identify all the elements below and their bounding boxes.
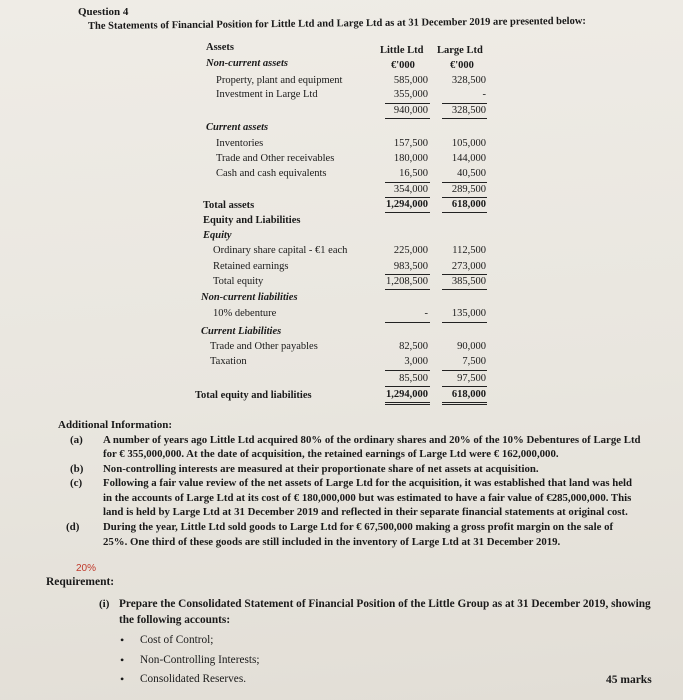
question-heading: Question 4	[78, 6, 129, 18]
receivables-large: 144,000	[451, 153, 486, 164]
rule	[385, 103, 430, 104]
inventories-large: 105,000	[451, 138, 486, 149]
rule	[385, 404, 430, 405]
item-c-mark: (c)	[70, 477, 83, 489]
rule	[442, 118, 487, 119]
cl-title: Current Liabilities	[201, 326, 282, 337]
cash-little: 16,500	[399, 168, 428, 179]
ca-title: Current assets	[206, 122, 269, 133]
rule	[385, 289, 430, 290]
ca-total-little: 354,000	[393, 184, 428, 195]
item-b-line-1: Non-controlling interests are measured at their proportionate share of net assets at acquisition.	[103, 463, 539, 475]
ca-total-large: 289,500	[451, 184, 486, 195]
rule	[385, 386, 430, 387]
retained-label: Retained earnings	[213, 261, 289, 272]
payables-label: Trade and Other payables	[210, 341, 318, 352]
item-c-line-3: land is held by Large Ltd at 31 December 2019 and reflected in their separate financial statements at original cost.	[103, 506, 628, 518]
rule	[385, 212, 430, 213]
retained-large: 273,000	[451, 261, 486, 272]
ppe-little: 585,000	[393, 75, 428, 86]
eq-liab-title: Equity and Liabilities	[203, 215, 301, 226]
ppe-label: Property, plant and equipment	[216, 75, 343, 86]
total-equity-little: 1,208,500	[386, 276, 428, 287]
bullet-icon: •	[120, 633, 125, 647]
rule	[385, 118, 430, 119]
taxation-little: 3,000	[404, 356, 428, 367]
total-assets-large: 618,000	[451, 199, 486, 210]
equity-title: Equity	[203, 230, 232, 241]
item-a-line-1: A number of years ago Little Ltd acquired 80% of the ordinary shares and 20% of the 10% Debentures of Large Ltd	[103, 434, 641, 446]
rule	[442, 212, 487, 213]
total-equity-large: 385,500	[451, 276, 486, 287]
retained-little: 983,500	[393, 261, 428, 272]
total-assets-little: 1,294,000	[386, 199, 428, 210]
nca-total-little: 940,000	[393, 105, 428, 116]
cash-label: Cash and cash equivalents	[216, 168, 327, 179]
investment-large: -	[482, 89, 486, 100]
cl-total-large: 97,500	[457, 373, 486, 384]
rule	[385, 322, 430, 323]
requirement-title: Requirement:	[46, 576, 115, 588]
payables-little: 82,500	[399, 341, 428, 352]
marks-label: 45 marks	[606, 674, 652, 686]
debenture-little: -	[424, 308, 428, 319]
total-equity-label: Total equity	[213, 276, 264, 287]
rule	[442, 370, 487, 371]
bullet-cost-of-control: Cost of Control;	[140, 634, 214, 646]
rule	[442, 386, 487, 387]
rule	[442, 289, 487, 290]
inventories-little: 157,500	[393, 138, 428, 149]
bullet-icon: •	[120, 672, 125, 686]
little-ltd-heading: Little Ltd	[380, 45, 424, 56]
nca-title: Non-current assets	[206, 58, 288, 69]
total-eq-liab-large: 618,000	[451, 389, 486, 400]
requirement-line-2: the following accounts:	[119, 614, 231, 626]
bullet-nci: Non-Controlling Interests;	[140, 654, 260, 666]
taxation-label: Taxation	[210, 356, 247, 367]
item-d-line-1: During the year, Little Ltd sold goods to Large Ltd for € 67,500,000 making a gross profit margin on the sale of	[103, 521, 614, 533]
handwritten-note: 20%	[76, 563, 97, 574]
rule	[385, 370, 430, 371]
rule	[442, 404, 487, 405]
large-ltd-heading: Large Ltd	[437, 45, 483, 56]
rule	[442, 274, 487, 275]
rule	[442, 322, 487, 323]
total-eq-liab-little: 1,294,000	[386, 389, 428, 400]
assets-heading: Assets	[206, 42, 234, 53]
cash-large: 40,500	[457, 168, 486, 179]
rule	[385, 197, 430, 198]
intro-text: The Statements of Financial Position for Little Ltd and Large Ltd as at 31 December 2019 are presented below:	[87, 15, 586, 32]
total-assets-label: Total assets	[203, 200, 255, 211]
large-unit: €'000	[450, 60, 474, 71]
ppe-large: 328,500	[451, 75, 486, 86]
receivables-little: 180,000	[393, 153, 428, 164]
debenture-label: 10% debenture	[213, 308, 277, 319]
rule	[442, 197, 487, 198]
item-a-mark: (a)	[70, 434, 83, 446]
item-c-line-1: Following a fair value review of the net assets of Large Ltd for the acquisition, it was established that land was held	[103, 477, 633, 489]
bullet-consolidated-reserves: Consolidated Reserves.	[140, 673, 247, 685]
little-unit: €'000	[391, 60, 415, 71]
item-c-line-2: in the accounts of Large Ltd at its cost of € 180,000,000 but was estimated to have a fair value of €285,000,000. This	[103, 492, 632, 504]
inventories-label: Inventories	[216, 138, 264, 149]
share-capital-label: Ordinary share capital - €1 each	[213, 245, 348, 256]
requirement-line-1: Prepare the Consolidated Statement of Financial Position of the Little Group as at 31 December 2019, showing	[119, 598, 651, 610]
item-a-line-2: for € 355,000,000. At the date of acquisition, the retained earnings of Large Ltd were € 162,000,000.	[103, 448, 559, 460]
ncl-title: Non-current liabilities	[201, 292, 298, 303]
requirement-mark: (i)	[99, 598, 110, 610]
investment-little: 355,000	[393, 89, 428, 100]
rule	[385, 402, 430, 403]
debenture-large: 135,000	[451, 308, 486, 319]
rule	[442, 182, 487, 183]
share-capital-little: 225,000	[393, 245, 428, 256]
total-eq-liab-label: Total equity and liabilities	[195, 390, 312, 401]
share-capital-large: 112,500	[452, 245, 486, 256]
item-d-mark: (d)	[66, 521, 80, 533]
nca-total-large: 328,500	[451, 105, 486, 116]
rule	[385, 182, 430, 183]
rule	[442, 402, 487, 403]
rule	[442, 103, 487, 104]
item-d-line-2: 25%. One third of these goods are still included in the inventory of Large Ltd at 31 December 2019.	[103, 536, 561, 548]
bullet-icon: •	[120, 653, 125, 667]
cl-total-little: 85,500	[399, 373, 428, 384]
taxation-large: 7,500	[462, 356, 486, 367]
rule	[385, 274, 430, 275]
item-b-mark: (b)	[70, 463, 84, 475]
additional-title: Additional Information:	[58, 419, 172, 431]
receivables-label: Trade and Other receivables	[216, 153, 335, 164]
investment-label: Investment in Large Ltd	[216, 89, 318, 100]
payables-large: 90,000	[457, 341, 486, 352]
